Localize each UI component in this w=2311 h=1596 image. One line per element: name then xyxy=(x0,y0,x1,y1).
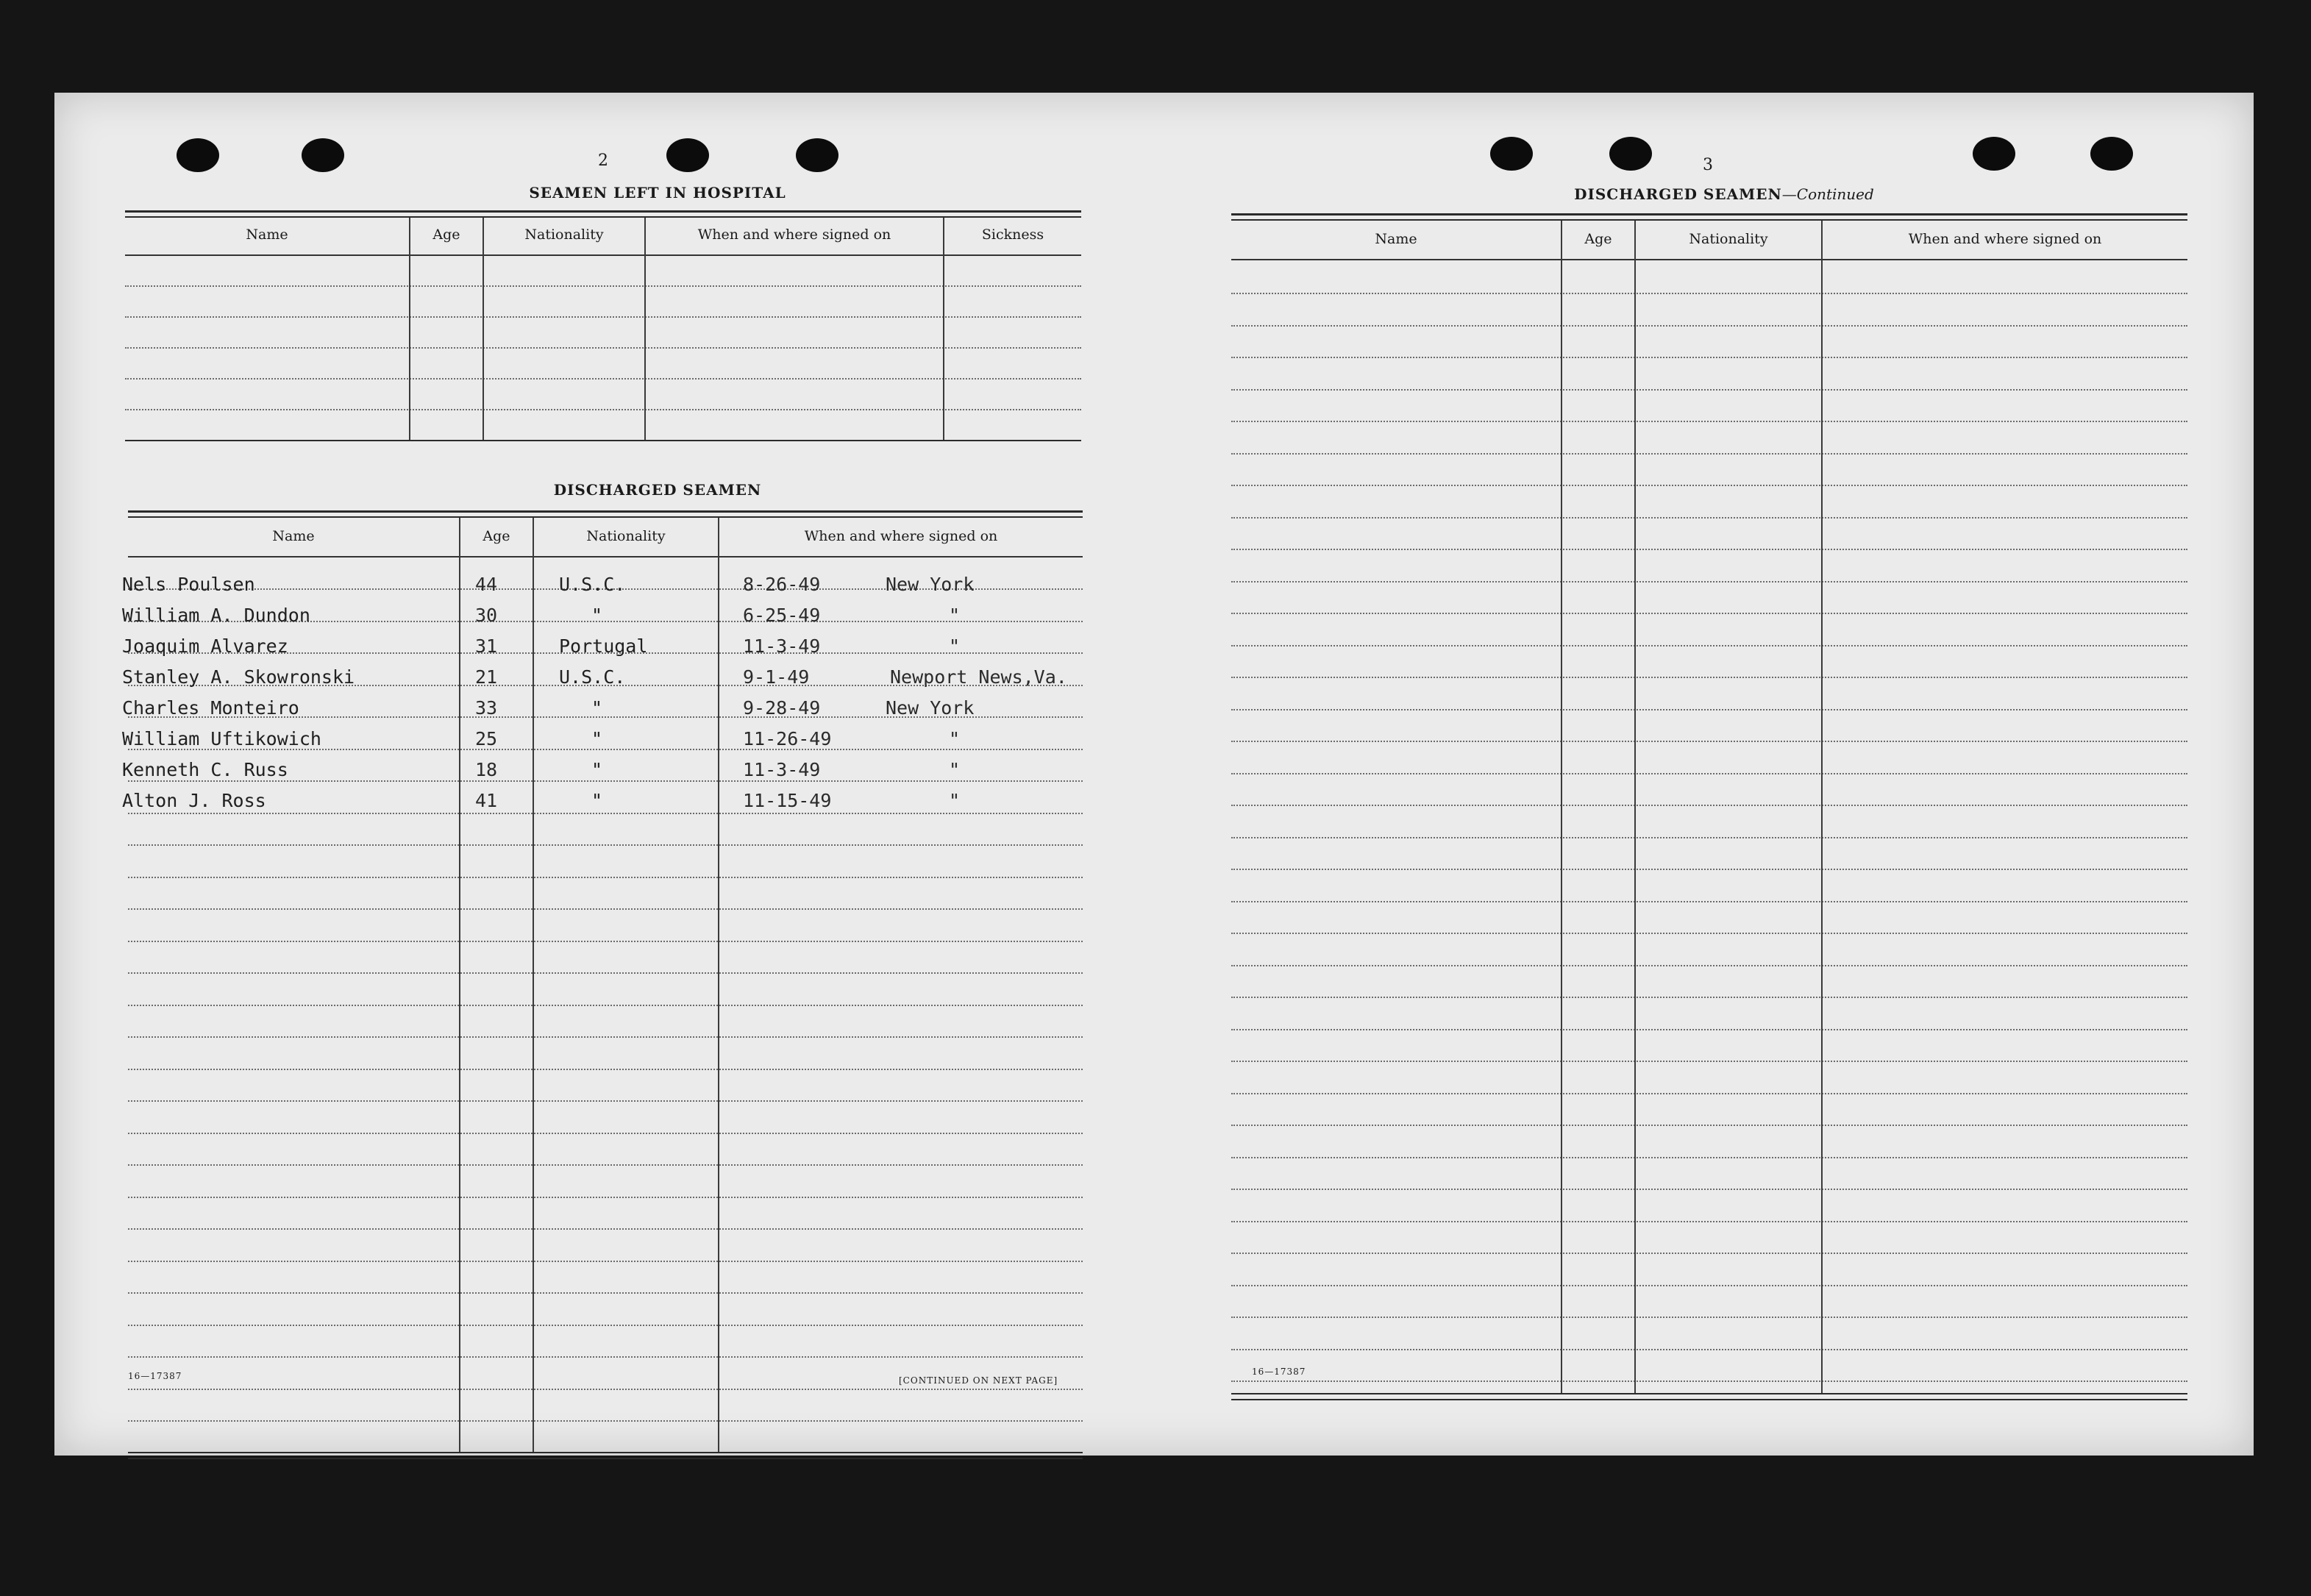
row-line xyxy=(1231,1317,2187,1318)
right-form-number: 16—17387 xyxy=(1252,1367,1306,1377)
discharged-age-cell: 33 xyxy=(475,697,498,719)
discharged-place-cell: " xyxy=(949,728,961,749)
document-scan xyxy=(54,93,2254,1456)
discharged-age-cell: 25 xyxy=(475,728,498,749)
discharged-date-cell: 9-28-49 xyxy=(743,697,821,719)
punch-hole xyxy=(1609,137,1652,171)
punch-hole xyxy=(666,138,709,172)
discharged-col-nationality: Nationality xyxy=(586,528,666,544)
punch-hole xyxy=(1490,137,1533,171)
continued-table xyxy=(1231,213,2187,1390)
discharged-place-cell: New York xyxy=(886,574,975,595)
discharged-age-cell: 30 xyxy=(475,605,498,626)
row-line xyxy=(1231,997,2187,998)
row-line xyxy=(1231,1061,2187,1062)
discharged-age-cell: 44 xyxy=(475,574,498,595)
row-line xyxy=(1231,549,2187,550)
continued-col-age: Age xyxy=(1584,231,1612,247)
discharged-date-cell: 11-3-49 xyxy=(743,635,821,657)
row-line xyxy=(1231,1381,2187,1382)
continued-col-nationality: Nationality xyxy=(1689,231,1768,247)
discharged-name-cell: Joaquim Alvarez xyxy=(122,635,288,657)
discharged-name-cell: Kenneth C. Russ xyxy=(122,759,288,780)
row-line xyxy=(128,1197,1083,1198)
discharged-col-signed-on: When and where signed on xyxy=(804,528,998,544)
row-line xyxy=(1231,1029,2187,1030)
row-line xyxy=(1231,581,2187,583)
row-line xyxy=(1231,837,2187,838)
discharged-nationality-cell: " xyxy=(591,790,603,811)
discharged-name-cell: William Uftikowich xyxy=(122,728,321,749)
discharged-age-cell: 21 xyxy=(475,666,498,688)
row-line xyxy=(1231,613,2187,614)
hospital-section-title: SEAMEN LEFT IN HOSPITAL xyxy=(529,184,786,202)
discharged-age-cell: 41 xyxy=(475,790,498,811)
row-line xyxy=(1231,709,2187,710)
row-line xyxy=(1231,325,2187,327)
row-line xyxy=(128,1036,1083,1038)
punch-hole xyxy=(2090,137,2133,171)
row-line xyxy=(1231,453,2187,455)
row-line xyxy=(1231,933,2187,934)
row-line xyxy=(128,1292,1083,1294)
discharged-place-cell: Newport News,Va. xyxy=(890,666,1067,688)
discharged-nationality-cell: " xyxy=(591,759,603,780)
row-line xyxy=(128,1100,1083,1102)
discharged-nationality-cell: " xyxy=(591,605,603,626)
hospital-col-sickness: Sickness xyxy=(981,227,1044,243)
continued-col-signed-on: When and where signed on xyxy=(1908,231,2102,247)
row-line xyxy=(128,1325,1083,1326)
row-line xyxy=(1231,293,2187,294)
discharged-date-cell: 11-15-49 xyxy=(743,790,832,811)
discharged-name-cell: Alton J. Ross xyxy=(122,790,266,811)
row-line xyxy=(1231,1349,2187,1350)
discharged-place-cell: New York xyxy=(886,697,975,719)
discharged-age-cell: 18 xyxy=(475,759,498,780)
discharged-name-cell: Nels Poulsen xyxy=(122,574,255,595)
row-line xyxy=(1231,1093,2187,1094)
row-line xyxy=(1231,1221,2187,1222)
row-line xyxy=(1231,1253,2187,1254)
discharged-name-cell: William A. Dundon xyxy=(122,605,310,626)
row-line xyxy=(128,1228,1083,1230)
row-line xyxy=(1231,677,2187,678)
row-line xyxy=(1231,965,2187,966)
discharged-section-title: DISCHARGED SEAMEN xyxy=(553,481,762,499)
row-line xyxy=(1231,869,2187,870)
discharged-place-cell: " xyxy=(949,759,961,780)
row-line xyxy=(1231,645,2187,646)
row-line xyxy=(128,1420,1083,1422)
row-line xyxy=(1231,1157,2187,1158)
row-line xyxy=(128,908,1083,910)
row-line xyxy=(128,780,1083,782)
row-line xyxy=(1231,421,2187,422)
discharged-age-cell: 31 xyxy=(475,635,498,657)
right-title-main: DISCHARGED SEAMEN xyxy=(1574,185,1782,203)
discharged-nationality-cell: U.S.C. xyxy=(559,666,626,688)
row-line xyxy=(128,972,1083,974)
continued-col-name: Name xyxy=(1375,231,1417,247)
row-line xyxy=(1231,357,2187,358)
discharged-date-cell: 11-3-49 xyxy=(743,759,821,780)
discharged-name-cell: Stanley A. Skowronski xyxy=(122,666,355,688)
row-line xyxy=(128,844,1083,846)
discharged-col-age: Age xyxy=(483,528,510,544)
punch-hole xyxy=(1973,137,2015,171)
discharged-date-cell: 11-26-49 xyxy=(743,728,832,749)
discharged-col-name: Name xyxy=(272,528,315,544)
discharged-place-cell: " xyxy=(949,790,961,811)
row-line xyxy=(1231,485,2187,486)
row-line xyxy=(1231,805,2187,806)
row-line xyxy=(1231,1285,2187,1286)
punch-hole xyxy=(177,138,219,172)
punch-hole xyxy=(302,138,344,172)
row-line xyxy=(1231,741,2187,742)
hospital-col-nationality: Nationality xyxy=(524,227,604,243)
left-page-number: 2 xyxy=(598,152,608,170)
row-line xyxy=(1231,1125,2187,1126)
row-line xyxy=(128,1261,1083,1262)
right-title-tail: —Continued xyxy=(1781,185,1874,203)
hospital-col-signed-on: When and where signed on xyxy=(697,227,891,243)
left-form-number: 16—17387 xyxy=(128,1371,182,1381)
row-line xyxy=(128,877,1083,878)
row-line xyxy=(128,1005,1083,1006)
hospital-table xyxy=(125,210,1081,460)
discharged-nationality-cell: Portugal xyxy=(559,635,648,657)
continued-note: [CONTINUED ON NEXT PAGE] xyxy=(899,1375,1058,1386)
right-page-number: 3 xyxy=(1703,156,1713,174)
row-line xyxy=(128,1356,1083,1358)
hospital-col-name: Name xyxy=(246,227,288,243)
discharged-nationality-cell: U.S.C. xyxy=(559,574,626,595)
punch-hole xyxy=(796,138,838,172)
row-line xyxy=(1231,389,2187,391)
row-line xyxy=(1231,773,2187,774)
row-line xyxy=(128,813,1083,814)
discharged-date-cell: 6-25-49 xyxy=(743,605,821,626)
discharged-date-cell: 9-1-49 xyxy=(743,666,810,688)
discharged-place-cell: " xyxy=(949,635,961,657)
row-line xyxy=(128,941,1083,942)
row-line xyxy=(128,1133,1083,1134)
discharged-name-cell: Charles Monteiro xyxy=(122,697,299,719)
row-line xyxy=(1231,517,2187,519)
discharged-place-cell: " xyxy=(949,605,961,626)
right-section-title xyxy=(1452,185,1996,203)
hospital-col-age: Age xyxy=(432,227,460,243)
discharged-nationality-cell: " xyxy=(591,697,603,719)
discharged-date-cell: 8-26-49 xyxy=(743,574,821,595)
row-line xyxy=(128,1069,1083,1070)
row-line xyxy=(128,1164,1083,1166)
row-line xyxy=(1231,901,2187,902)
row-line xyxy=(128,1389,1083,1390)
discharged-nationality-cell: " xyxy=(591,728,603,749)
row-line xyxy=(1231,1189,2187,1190)
